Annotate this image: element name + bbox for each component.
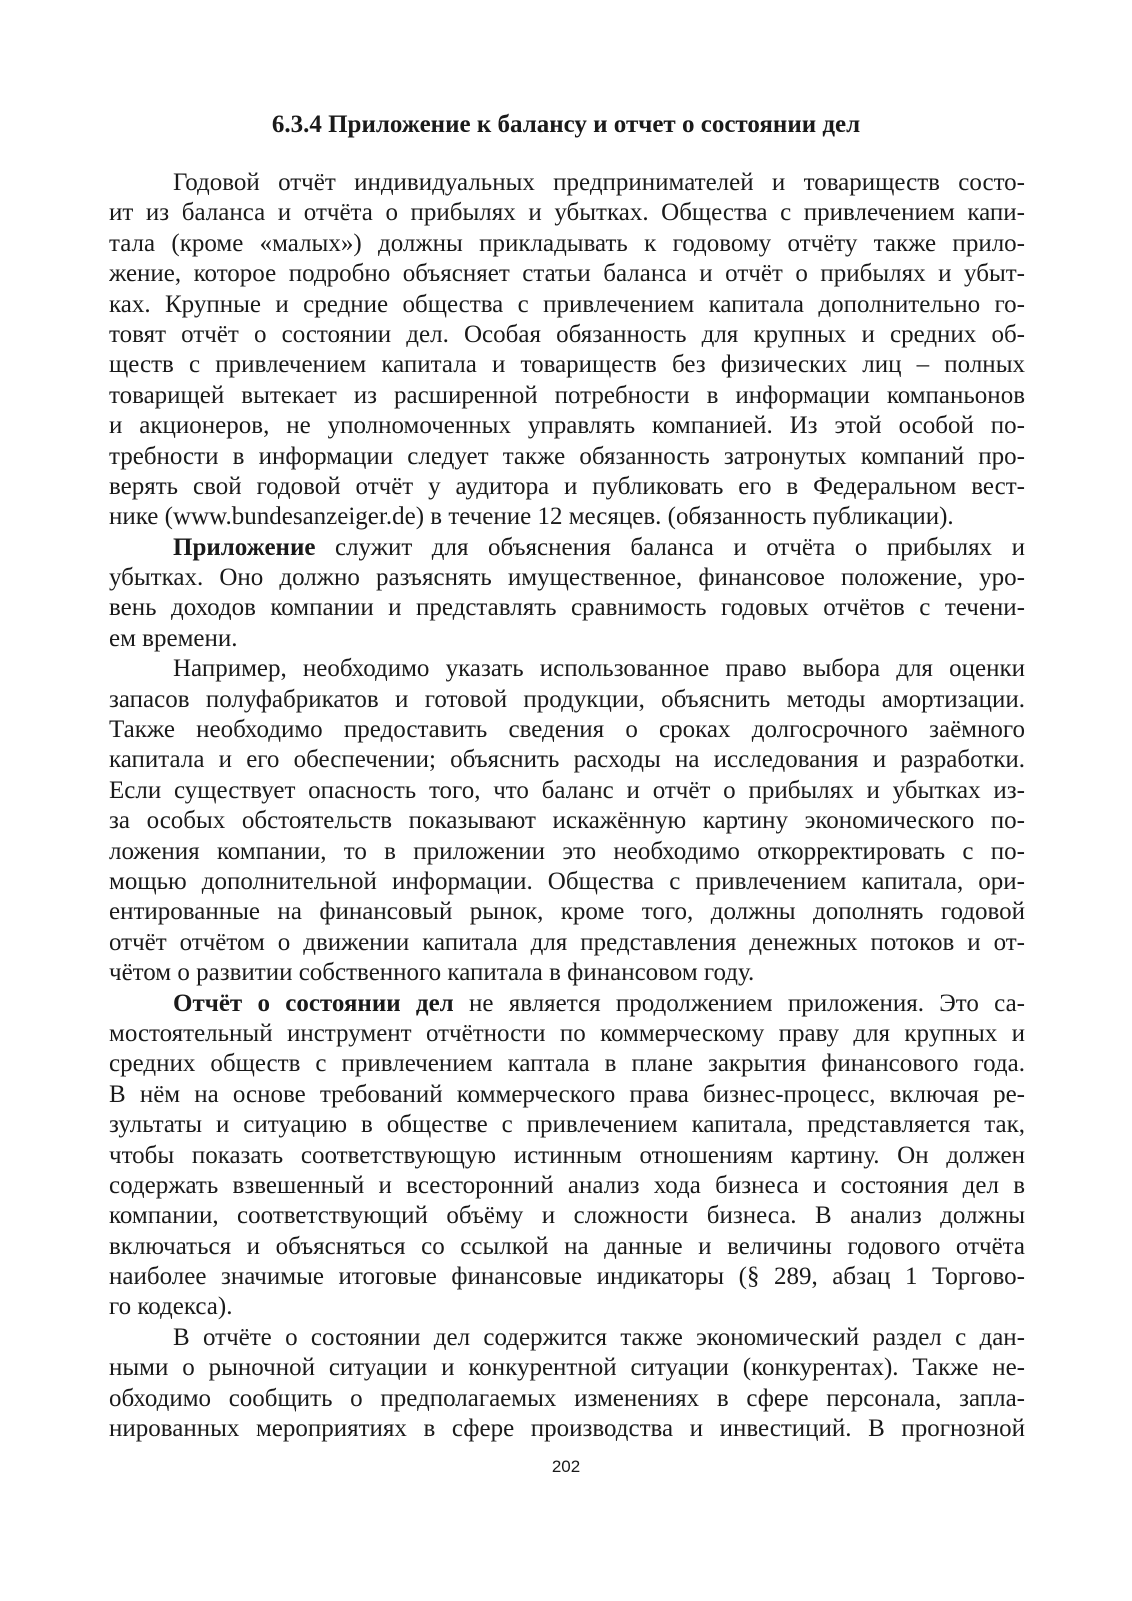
text-line: Если существует опасность того, что баланс и отчёт о прибылях и убытках из- — [109, 776, 1025, 804]
text-line: за особых обстоятельств показывают искажённую картину экономического по- — [109, 807, 1025, 835]
text-line: ложения компании, то в приложении это необходимо откорректировать с по- — [109, 837, 1025, 865]
text-line: вень доходов компании и представлять сравнимость годовых отчётов с течени- — [109, 594, 1025, 622]
text-line: наиболее значимые итоговые финансовые индикаторы (§ 289, абзац 1 Торгово- — [109, 1263, 1025, 1291]
text-line: капитала и его обеспечении; объяснить расходы на исследования и разработки. — [109, 746, 1025, 774]
text-line: мостоятельный инструмент отчётности по коммерческому праву для крупных и — [109, 1019, 1025, 1047]
text-line — [109, 533, 1025, 563]
text-line: ществ с привлечением капитала и товариществ без физических лиц – полных — [109, 351, 1025, 379]
text-line: убытках. Оно должно разъяснять имущественное, финансовое положение, уро- — [109, 564, 1025, 592]
text-line: ит из баланса и отчёта о прибылях и убытках. Общества с привлечением капи- — [109, 199, 1025, 227]
bold-term-appendix: Приложение — [173, 533, 316, 561]
text-line: включаться и объясняться со ссылкой на данные и величины годового отчёта — [109, 1232, 1025, 1260]
text-line: обходимо сообщить о предполагаемых изменениях в сфере персонала, запла- — [109, 1384, 1025, 1412]
text-line: В нём на основе требований коммерческого права бизнес-процесс, включая ре- — [109, 1080, 1025, 1108]
text-line — [109, 989, 1025, 1019]
page-number: 202 — [551, 1457, 581, 1476]
text-line: нике (www.bundesanzeiger.de) в течение 12 месяцев. (обязанность публикации). — [109, 503, 954, 531]
text-line: ентированные на финансовый рынок, кроме того, должны дополнять годовой — [109, 898, 1025, 926]
text-line: и акционеров, не уполномоченных управлять компанией. Из этой особой по- — [109, 412, 1025, 440]
text-line: товарищей вытекает из расширенной потребности в информации компаньонов — [109, 381, 1025, 409]
text-line: Годовой отчёт индивидуальных предпринимателей и товариществ состо- — [173, 169, 1025, 196]
text-line: средних обществ с привлечением каптала в плане закрытия финансового года. — [109, 1050, 1025, 1078]
text-line-rest: не является продолжением приложения. Это са- — [453, 989, 1025, 1017]
text-line: ках. Крупные и средние общества с привлечением капитала дополнительно го- — [109, 290, 1025, 318]
text-line: мощью дополнительной информации. Общества с привлечением капитала, ори- — [109, 867, 1025, 895]
text-line: требности в информации следует также обязанность затронутых компаний про- — [109, 442, 1025, 470]
text-line: жение, которое подробно объясняет статьи баланса и отчёт о прибылях и убыт- — [109, 260, 1025, 288]
text-line: содержать взвешенный и всесторонний анализ хода бизнеса и состояния дел в — [109, 1171, 1025, 1199]
text-line: го кодекса). — [109, 1293, 233, 1321]
text-line: отчёт отчётом о движении капитала для представления денежных потоков и от- — [109, 928, 1025, 956]
text-line: тала (кроме «малых») должны прикладывать к годовому отчёту также прило- — [109, 229, 1025, 257]
section-heading: 6.3.4 Приложение к балансу и отчет о состоянии дел — [271, 111, 861, 138]
text-line: компании, соответствующий объёму и сложности бизнеса. В анализ должны — [109, 1202, 1025, 1230]
text-line: нированных мероприятиях в сфере производства и инвестиций. В прогнозной — [109, 1415, 1025, 1443]
body-text — [109, 168, 1025, 1444]
text-line: В отчёте о состоянии дел содержится также экономический раздел с дан- — [173, 1323, 1025, 1351]
text-line: ными о рыночной ситуации и конкурентной ситуации (конкурентах). Также не- — [109, 1354, 1025, 1382]
bold-term-status-report: Отчёт о состоянии дел — [173, 989, 454, 1017]
text-line: ем времени. — [109, 624, 238, 652]
text-line: верять свой годовой отчёт у аудитора и публиковать его в Федеральном вест- — [109, 472, 1025, 500]
text-line: чтобы показать соответствующую истинным отношениям картину. Он должен — [109, 1141, 1025, 1169]
text-line: товят отчёт о состоянии дел. Особая обязанность для крупных и средних об- — [109, 320, 1025, 348]
text-line: Также необходимо предоставить сведения о сроках долгосрочного заёмного — [109, 716, 1025, 744]
text-line: запасов полуфабрикатов и готовой продукции, объяснить методы амортизации. — [109, 685, 1025, 713]
text-line: Например, необходимо указать использованное право выбора для оценки — [173, 655, 1025, 683]
text-line: чётом о развитии собственного капитала в финансовом году. — [109, 959, 755, 987]
text-line-rest: служит для объяснения баланса и отчёта о прибылях и — [315, 533, 1025, 561]
text-line: зультаты и ситуацию в обществе с привлечением капитала, представляется так, — [109, 1111, 1025, 1139]
